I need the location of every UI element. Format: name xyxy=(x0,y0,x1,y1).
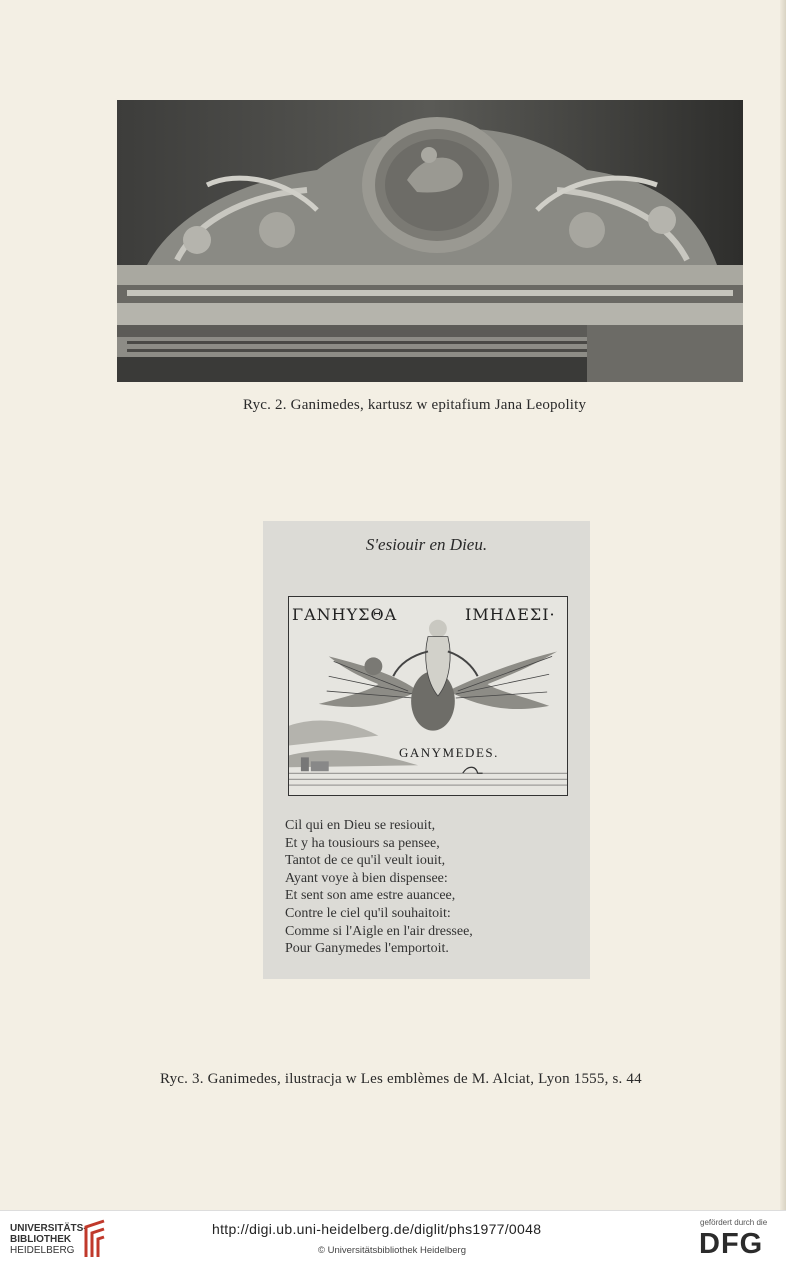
verse-line: Contre le ciel qu'il souhaitoit: xyxy=(285,905,451,921)
permalink-url[interactable]: http://digi.ub.uni-heidelberg.de/diglit/phs1977/0048 xyxy=(212,1221,542,1237)
verse-line: Cil qui en Dieu se resiouit, xyxy=(285,818,436,833)
emblem-verse xyxy=(285,817,575,958)
woodcut-illustration xyxy=(288,596,568,796)
funder-note: gefördert durch die xyxy=(700,1218,768,1227)
dfg-logo[interactable]: DFG xyxy=(699,1228,764,1260)
library-name-line1: UNIVERSITÄTS- xyxy=(10,1223,87,1234)
woodcut-label: GANYMEDES. xyxy=(399,745,499,760)
figure-3-caption: Ryc. 3. Ganimedes, ilustracja w Les emblèmes de M. Alciat, Lyon 1555, s. 44 xyxy=(160,1071,642,1087)
verse-line: Ayant voye à bien dispensee: xyxy=(285,870,448,886)
verse-line: Comme si l'Aigle en l'air dressee, xyxy=(285,923,473,939)
library-name-line2: BIBLIOTHEK xyxy=(10,1234,72,1245)
verse-line: Et y ha tousiours sa pensee, xyxy=(285,835,440,851)
library-logo-text[interactable] xyxy=(10,1223,87,1256)
figure-3-emblem xyxy=(263,521,590,979)
emblem-title: S'esiouir en Dieu. xyxy=(365,535,488,554)
library-logo-icon xyxy=(80,1217,110,1261)
greek-inscription-right: ΙΜΗΔΕΣΙ· xyxy=(465,605,556,624)
greek-inscription-left: ΓΑΝΗΥΣΘΑ xyxy=(292,605,398,624)
page-edge xyxy=(780,0,786,1210)
figure-2-caption: Ryc. 2. Ganimedes, kartusz w epitafium Jana Leopolity xyxy=(243,397,587,413)
verse-line: Tantot de ce qu'il veult iouit, xyxy=(285,853,446,869)
verse-line: Et sent son ame estre auancee, xyxy=(285,888,456,904)
viewer-footer xyxy=(0,1210,786,1266)
copyright-notice: © Universitätsbibliothek Heidelberg xyxy=(318,1245,466,1256)
verse-line: Pour Ganymedes l'emportoit. xyxy=(285,941,449,957)
library-name-line3: HEIDELBERG xyxy=(10,1245,75,1256)
figure-2-photo xyxy=(117,100,743,382)
